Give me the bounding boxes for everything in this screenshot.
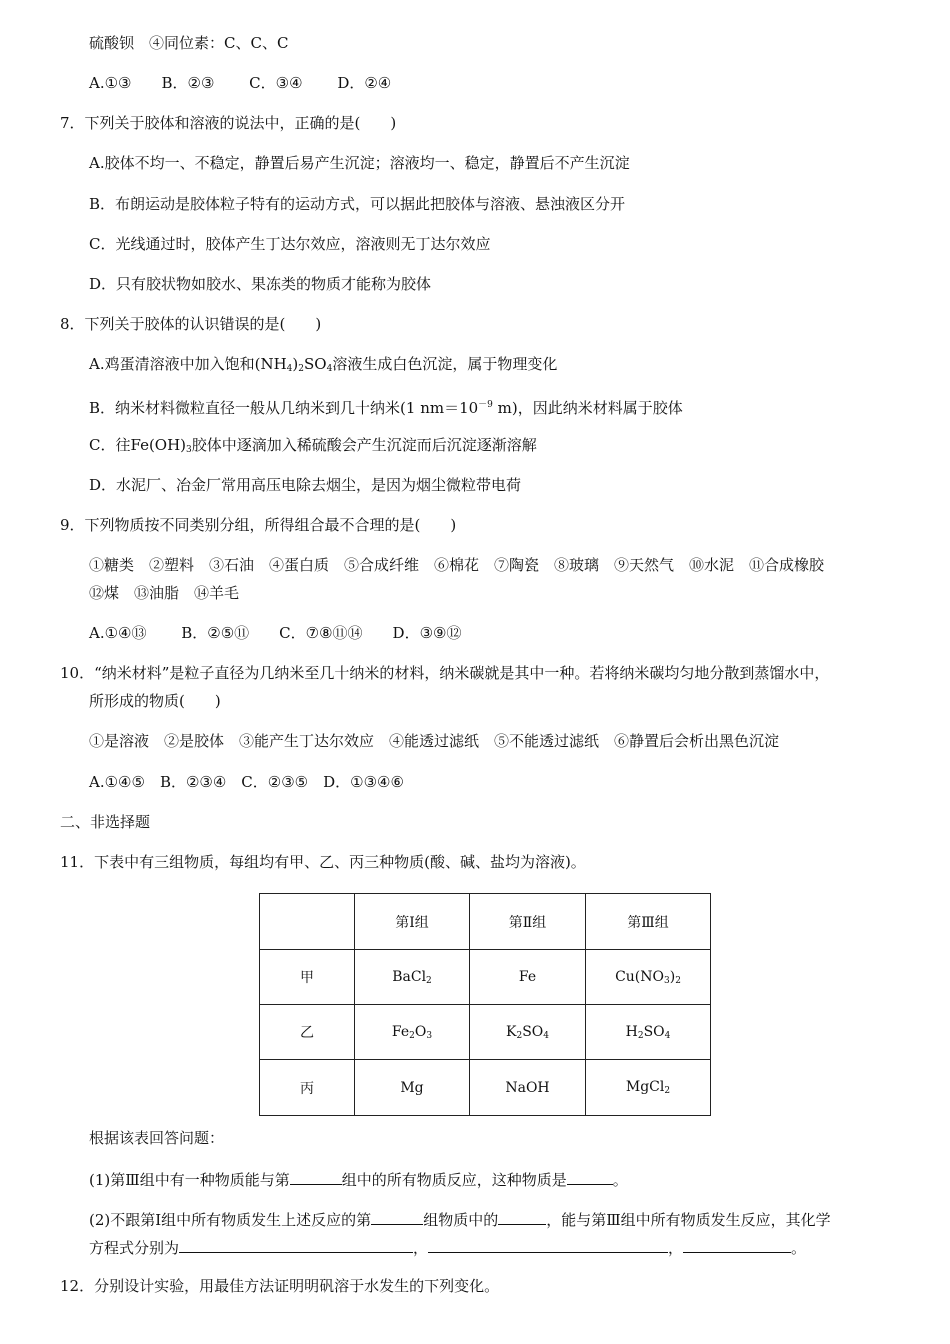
- table-row: [260, 950, 711, 1005]
- answer-blank[interactable]: [683, 1236, 791, 1253]
- q11-sub1: (1)第Ⅲ组中有一种物质能与第 组中的所有物质反应，这种物质是 。: [89, 1168, 628, 1190]
- q12-stem: 12．分别设计实验，用最佳方法证明明矾溶于水发生的下列变化。: [60, 1277, 500, 1295]
- table-header-row: [260, 894, 711, 950]
- q11-stem: 11．下表中有三组物质，每组均有甲、乙、丙三种物质(酸、碱、盐均为溶液)。: [60, 853, 586, 871]
- table-cell: $K_2SO_4$: [470, 1005, 586, 1060]
- q11-sub2-line1: (2)不跟第Ⅰ组中所有物质发生上述反应的第 组物质中的 ，能与第Ⅲ组中所有物质发生反应，其化学: [89, 1208, 831, 1230]
- table-cell: MgCl$_2$: [586, 1060, 711, 1116]
- q9-stem: 9．下列物质按不同类别分组，所得组合最不合理的是( ): [60, 516, 457, 534]
- table-cell: Fe: [470, 950, 586, 1005]
- q7-option-a: A.胶体不均一、不稳定，静置后易产生沉淀；溶液均一、稳定，静置后不产生沉淀: [89, 154, 630, 172]
- q11-sub2-line2: 方程式分别为 ， ， 。: [89, 1236, 806, 1258]
- q8-option-a: A.鸡蛋清溶液中加入饱和$(NH_4)_2SO_4$溶液生成白色沉淀，属于物理变化: [89, 355, 558, 374]
- table-cell: NaOH: [470, 1060, 586, 1116]
- answer-blank[interactable]: [290, 1168, 342, 1185]
- table-cell: BaCl$_2$: [355, 950, 470, 1005]
- q7-stem: 7．下列关于胶体和溶液的说法中，正确的是( ): [60, 114, 397, 132]
- answer-blank[interactable]: [371, 1208, 423, 1225]
- table-cell: $Fe_2O_3$: [355, 1005, 470, 1060]
- q6-text: 硫酸钡 ④同位素：C、C、C: [89, 34, 289, 52]
- answer-blank[interactable]: [428, 1236, 668, 1253]
- table-header-cell: 第Ⅰ组: [355, 894, 470, 950]
- q10-options: A.①④⑤ B．②③④ C．②③⑤ D．①③④⑥: [89, 773, 404, 791]
- q6-options: A.①③ B．②③ C．③④ D．②④: [89, 74, 392, 92]
- q8-stem: 8．下列关于胶体的认识错误的是( ): [60, 315, 322, 333]
- table-header-cell: 第Ⅲ组: [586, 894, 711, 950]
- row-label: 甲: [260, 950, 355, 1005]
- row-label: 乙: [260, 1005, 355, 1060]
- table-cell: $H_2SO_4$: [586, 1005, 711, 1060]
- section-title: 二、非选择题: [60, 813, 151, 831]
- q9-options: A.①④⑬ B．②⑤⑪ C．⑦⑧⑪⑭ D．③⑨⑫: [89, 624, 462, 642]
- q7-option-d: D．只有胶状物如胶水、果冻类的物质才能称为胶体: [89, 275, 432, 293]
- substance-table: [259, 893, 711, 1116]
- table-header-cell: [260, 894, 355, 950]
- table-cell: $Cu(NO_3)_2$: [586, 950, 711, 1005]
- q10-items: ①是溶液 ②是胶体 ③能产生丁达尔效应 ④能透过滤纸 ⑤不能透过滤纸 ⑥静置后会析出黑色沉淀: [89, 732, 780, 750]
- q7-option-c: C．光线通过时，胶体产生丁达尔效应，溶液则无丁达尔效应: [89, 235, 491, 253]
- table-cell: Mg: [355, 1060, 470, 1116]
- answer-blank[interactable]: [567, 1168, 613, 1185]
- row-label: 丙: [260, 1060, 355, 1116]
- table-row: [260, 1060, 711, 1116]
- table-header-cell: 第Ⅱ组: [470, 894, 586, 950]
- q9-items-line1: ①糖类 ②塑料 ③石油 ④蛋白质 ⑤合成纤维 ⑥棉花 ⑦陶瓷 ⑧玻璃 ⑨天然气 ⑩水泥 ⑪合成橡胶: [89, 556, 825, 574]
- table-row: [260, 1005, 711, 1060]
- q7-option-b: B．布朗运动是胶体粒子特有的运动方式，可以据此把胶体与溶液、悬浊液区分开: [89, 195, 626, 213]
- q8-option-d: D．水泥厂、冶金厂常用高压电除去烟尘，是因为烟尘微粒带电荷: [89, 476, 522, 494]
- answer-blank[interactable]: [179, 1236, 413, 1253]
- answer-blank[interactable]: [498, 1208, 546, 1225]
- q10-stem-line1: 10．“纳米材料”是粒子直径为几纳米至几十纳米的材料，纳米碳就是其中一种。若将纳米碳均匀地分散到蒸馏水中，: [60, 664, 830, 682]
- q11-prompt: 根据该表回答问题：: [89, 1129, 225, 1147]
- q8-option-c: C．往$Fe(OH)_3$胶体中逐滴加入稀硫酸会产生沉淀而后沉淀逐渐溶解: [89, 436, 537, 455]
- q8-option-b: B．纳米材料微粒直径一般从几纳米到几十纳米(1 $nm=10^{-9}$ m)，因此纳米材料属于胶体: [89, 399, 683, 417]
- q10-stem-line2: 所形成的物质( ): [89, 692, 221, 710]
- q9-items-line2: ⑫煤 ⑬油脂 ⑭羊毛: [89, 584, 240, 602]
